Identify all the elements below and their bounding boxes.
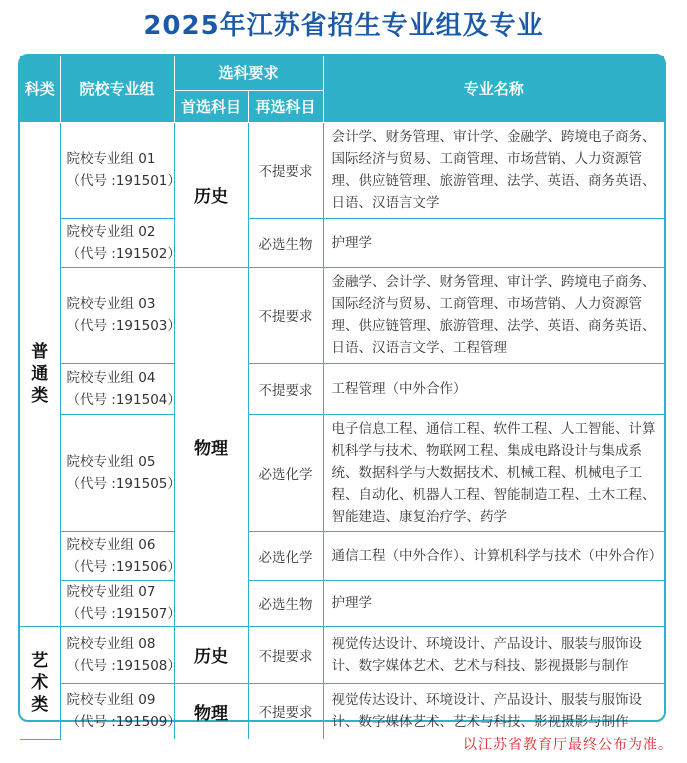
majors-list: 工程管理（中外合作） xyxy=(323,363,664,414)
table-row xyxy=(20,626,664,683)
majors-list: 护理学 xyxy=(323,580,664,626)
second-subject-requirement: 不提要求 xyxy=(248,122,323,218)
category-char: 类 xyxy=(31,694,49,715)
second-subject-requirement: 不提要求 xyxy=(248,267,323,363)
majors-list: 电子信息工程、通信工程、软件工程、人工智能、计算机科学与技术、物联网工程、集成电路设计与集成系统、数据科学与大数据技术、机械工程、机械电子工程、自动化、机器人工程、智能制造工程、土木工程、智能建造、康复治疗学、药学 xyxy=(323,414,664,531)
second-subject-requirement: 必选生物 xyxy=(248,580,323,626)
footnote: 以江苏省教育厅最终公布为准。 xyxy=(463,737,673,753)
second-subject-requirement: 必选化学 xyxy=(248,531,323,580)
category-char: 类 xyxy=(31,386,49,406)
first-subject-physics: 物理 xyxy=(174,267,248,626)
majors-table-container xyxy=(18,54,666,731)
second-subject-requirement: 不提要求 xyxy=(248,626,323,683)
header-group: 院校专业组 xyxy=(60,56,174,122)
category-art xyxy=(20,626,60,739)
group-cell xyxy=(60,218,181,267)
majors-table xyxy=(20,56,664,740)
second-subject-requirement: 不提要求 xyxy=(248,683,323,739)
group-name: 院校专业组 06 xyxy=(66,536,156,553)
group-cell xyxy=(60,363,181,414)
second-subject-requirement: 必选生物 xyxy=(248,218,323,267)
group-cell xyxy=(60,122,181,218)
group-cell xyxy=(60,626,181,683)
header-majors: 专业名称 xyxy=(323,56,664,122)
majors-list: 视觉传达设计、环境设计、产品设计、服装与服饰设计、数字媒体艺术、艺术与科技、影视摄影与制作 xyxy=(323,683,664,739)
group-cell xyxy=(60,414,181,531)
second-subject-requirement: 不提要求 xyxy=(248,363,323,414)
category-char: 术 xyxy=(31,672,49,693)
group-name: 院校专业组 01 xyxy=(66,151,156,167)
table-row xyxy=(20,122,664,218)
group-cell xyxy=(60,267,181,363)
group-code: （代号 :191505） xyxy=(66,475,181,492)
group-code: （代号 :191508） xyxy=(66,657,181,674)
majors-list: 视觉传达设计、环境设计、产品设计、服装与服饰设计、数字媒体艺术、艺术与科技、影视摄影与制作 xyxy=(323,626,664,683)
majors-list: 护理学 xyxy=(323,218,664,267)
majors-list: 金融学、会计学、财务管理、审计学、跨境电子商务、国际经济与贸易、工商管理、市场营销、人力资源管理、供应链管理、旅游管理、法学、英语、商务英语、日语、汉语言文学、工程管理 xyxy=(323,267,664,363)
group-name: 院校专业组 03 xyxy=(66,296,156,312)
group-code: （代号 :191507） xyxy=(66,606,181,622)
group-code: （代号 :191503） xyxy=(66,318,181,334)
group-name: 院校专业组 08 xyxy=(66,635,156,652)
first-subject-physics-art: 物理 xyxy=(174,683,248,739)
header-row-1 xyxy=(20,56,664,90)
group-code: （代号 :191504） xyxy=(66,391,181,408)
table-row xyxy=(20,580,664,626)
group-code: （代号 :191501） xyxy=(66,173,181,189)
group-name: 院校专业组 09 xyxy=(66,692,156,709)
group-cell xyxy=(60,580,181,626)
second-subject-requirement: 必选化学 xyxy=(248,414,323,531)
group-code: （代号 :191506） xyxy=(66,558,181,575)
group-cell xyxy=(60,531,181,580)
group-name: 院校专业组 07 xyxy=(66,584,156,600)
group-name: 院校专业组 02 xyxy=(66,223,156,240)
header-second-subject: 再选科目 xyxy=(248,90,323,122)
category-general xyxy=(20,122,60,626)
group-code: （代号 :191502） xyxy=(66,245,181,262)
group-cell xyxy=(60,683,181,739)
category-char: 普 xyxy=(31,342,49,362)
table-row xyxy=(20,267,664,363)
header-first-subject: 首选科目 xyxy=(174,90,248,122)
page-title: 2025年江苏省招生专业组及专业 xyxy=(143,11,544,41)
category-char: 通 xyxy=(31,364,49,384)
table-row xyxy=(20,414,664,531)
table-row xyxy=(20,218,664,267)
header-subject-requirement: 选科要求 xyxy=(174,56,323,90)
group-code: （代号 :191509） xyxy=(66,714,181,731)
category-char: 艺 xyxy=(31,650,49,671)
header-category: 科类 xyxy=(20,56,60,122)
group-name: 院校专业组 04 xyxy=(66,369,156,386)
majors-list: 会计学、财务管理、审计学、金融学、跨境电子商务、国际经济与贸易、工商管理、市场营销、人力资源管理、供应链管理、旅游管理、法学、英语、商务英语、日语、汉语言文学 xyxy=(323,122,664,218)
table-row xyxy=(20,363,664,414)
group-name: 院校专业组 05 xyxy=(66,453,156,470)
first-subject-history: 历史 xyxy=(174,122,248,267)
first-subject-history-art: 历史 xyxy=(174,626,248,683)
table-row xyxy=(20,683,664,739)
majors-list: 通信工程（中外合作）、计算机科学与技术（中外合作） xyxy=(323,531,664,580)
table-row xyxy=(20,531,664,580)
